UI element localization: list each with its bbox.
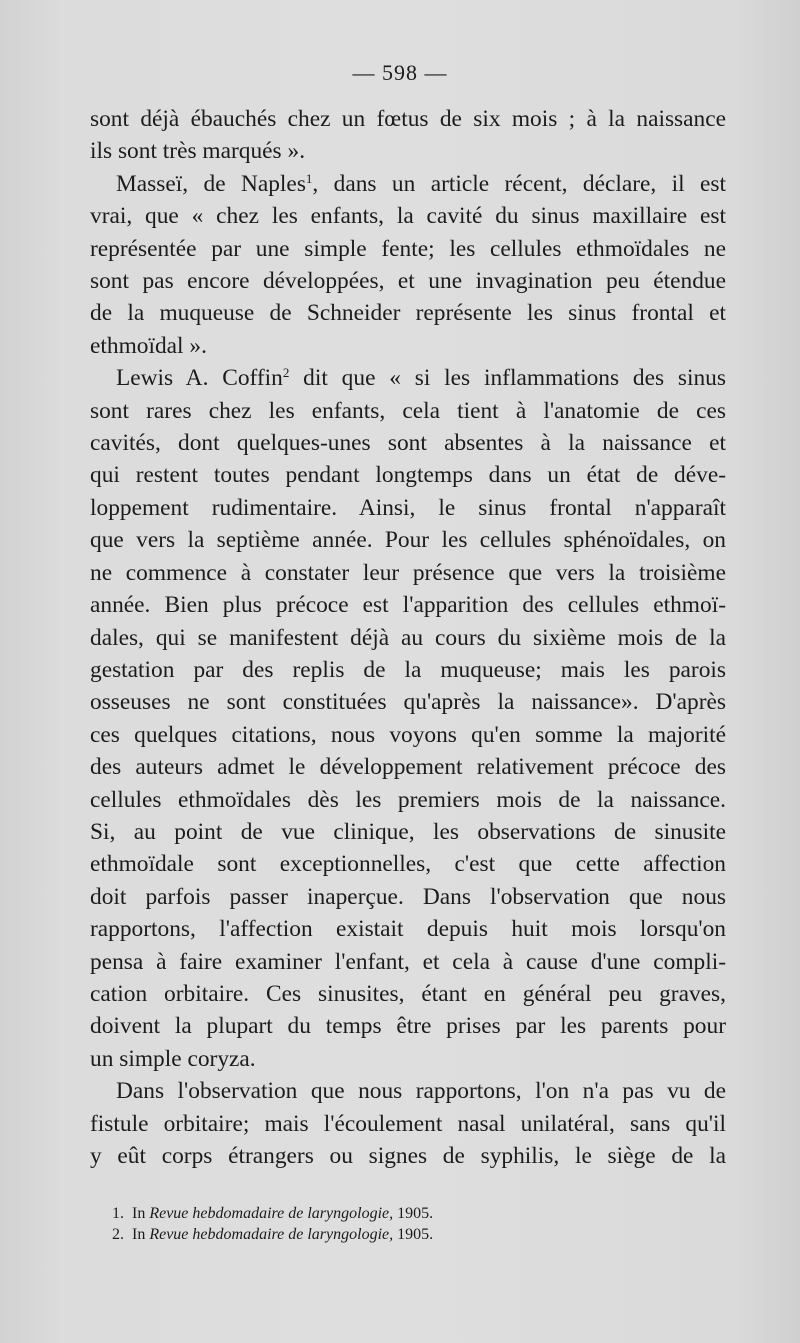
text-line: cation orbitaire. Ces sinusites, étant en général peu graves, [90, 980, 726, 1007]
footnote-prefix: In [132, 1205, 150, 1222]
text-line: Dans l'observation que nous rapportons, l'on n'a pas vu de [116, 1078, 726, 1105]
footnote-year: 1905. [393, 1226, 434, 1243]
text-line: Lewis A. Coffin$^2$ dit que « si les inflammations des sinus [116, 365, 726, 392]
text-line: que vers la septième année. Pour les cellules sphénoïdales, on [90, 527, 726, 554]
footnote [112, 1203, 712, 1224]
text-line: ethmoïdal ». [90, 332, 207, 359]
text-line: représentée par une simple fente; les cellules ethmoïdales ne [90, 235, 726, 262]
paragraph [90, 103, 726, 168]
text-line: sont rares chez les enfants, cela tient à l'anatomie de ces [90, 397, 726, 424]
text-line: sont pas encore développées, et une invagination peu étendue [90, 268, 726, 295]
footnote-number: 2. [112, 1226, 124, 1243]
text-line: fistule orbitaire; mais l'écoulement nasal unilatéral, sans qu'il [90, 1110, 726, 1137]
text-line: ils sont très marqués ». [90, 138, 306, 165]
text-line: osseuses ne sont constituées qu'après la naissance». D'après [90, 689, 726, 716]
text-line: Si, au point de vue clinique, les observations de sinusite [90, 818, 726, 845]
text-line: y eût corps étrangers ou signes de syphilis, le siège de la [90, 1143, 726, 1169]
text-line: ne commence à constater leur présence que vers la troisième [90, 559, 726, 586]
text-line: loppement rudimentaire. Ainsi, le sinus frontal n'apparaît [90, 494, 726, 521]
text-line: un simple coryza. [90, 1045, 256, 1072]
text-line: dales, qui se manifestent déjà au cours du sixième mois de la [90, 624, 726, 651]
footnote-year: 1905. [393, 1205, 434, 1222]
page-number: — 598 — [352, 60, 448, 85]
text-line: année. Bien plus précoce est l'apparition des cellules ethmoï- [90, 592, 726, 619]
text-line: de la muqueuse de Schneider représente les sinus frontal et [90, 300, 726, 327]
text-line: cavités, dont quelques-unes sont absentes à la naissance et [90, 430, 726, 457]
text-line: Masseï, de Naples$^1$, dans un article récent, déclare, il est [116, 170, 726, 197]
text-line: ces quelques citations, nous voyons qu'en somme la majorité [90, 721, 726, 748]
text-line: gestation par des replis de la muqueuse; mais les parois [90, 656, 726, 683]
text-line: des auteurs admet le développement relativement précoce des [90, 754, 726, 781]
paragraph [90, 1075, 726, 1172]
text-line: qui restent toutes pendant longtemps dans un état de déve- [90, 462, 726, 489]
footnote [112, 1224, 712, 1245]
text-fragment: dit que « si les inflammations des sinus [289, 365, 726, 392]
footnote-prefix: In [132, 1226, 150, 1243]
text-line: doit parfois passer inaperçue. Dans l'observation que nous [90, 883, 726, 910]
footnotes [112, 1203, 712, 1245]
text-line: doivent la plupart du temps être prises par les parents pour [90, 1013, 726, 1040]
text-line: pensa à faire examiner l'enfant, et cela à cause d'une compli- [90, 948, 726, 975]
footnote-ref: 2 [282, 365, 290, 381]
body-text [90, 103, 726, 1172]
text-fragment: , dans un article récent, déclare, il est [312, 170, 726, 197]
text-line: rapportons, l'affection existait depuis huit mois lorsqu'on [90, 916, 726, 943]
footnote-title: Revue hebdomadaire de laryngologie, [149, 1205, 394, 1222]
text-line: ethmoïdale sont exceptionnelles, c'est que cette affection [90, 851, 726, 878]
text-line: sont déjà ébauchés chez un fœtus de six mois ; à la naissance [90, 106, 726, 132]
text-line: cellules ethmoïdales dès les premiers mois de la naissance. [90, 786, 726, 813]
text-line: vrai, que « chez les enfants, la cavité du sinus maxillaire est [90, 203, 726, 230]
paragraph [90, 362, 726, 1075]
footnote-ref: 1 [305, 170, 313, 186]
paragraph [90, 168, 726, 362]
footnote-number: 1. [112, 1205, 124, 1222]
footnote-title: Revue hebdomadaire de laryngologie, [149, 1226, 394, 1243]
